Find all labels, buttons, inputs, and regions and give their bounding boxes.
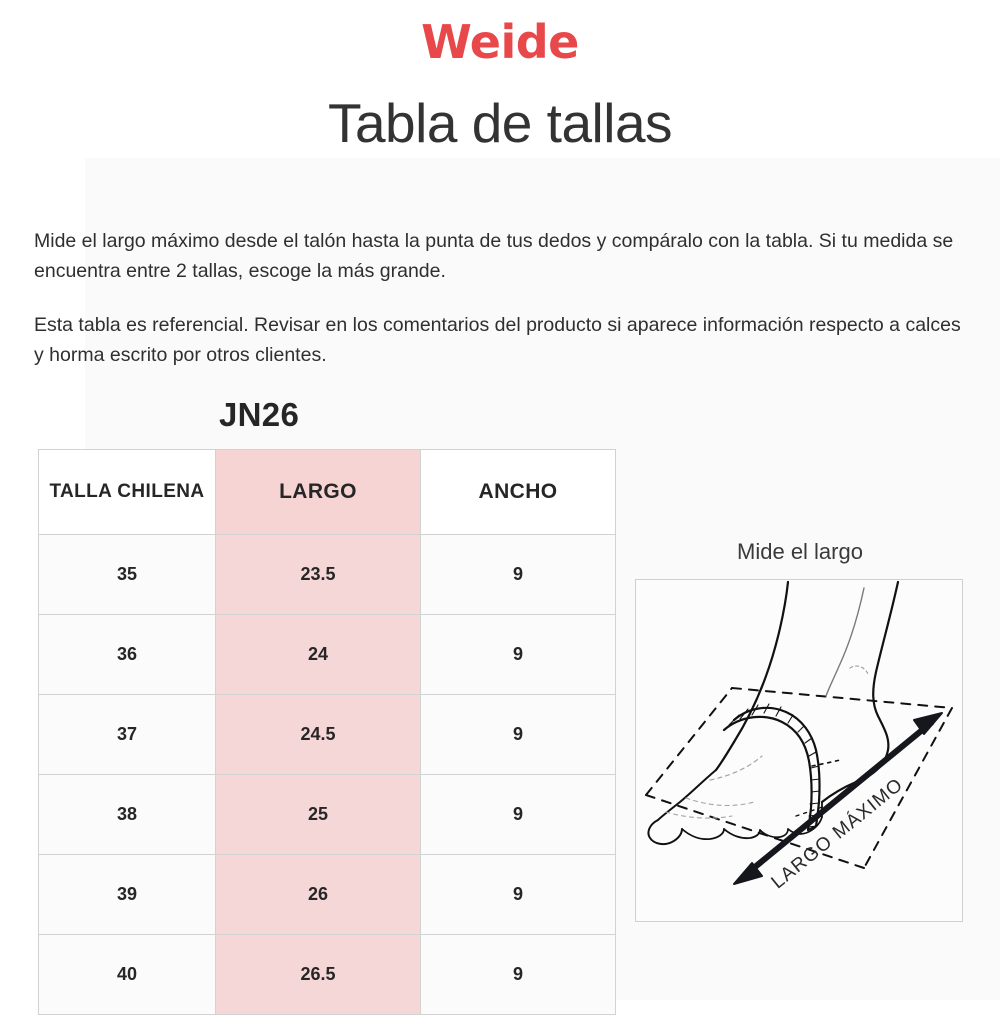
cell-largo: 26: [216, 854, 421, 934]
table-row: [39, 694, 616, 774]
table-row: [39, 614, 616, 694]
cell-largo: 23.5: [216, 534, 421, 614]
cell-ancho: 9: [421, 854, 616, 934]
cell-largo: 26.5: [216, 934, 421, 1014]
foot-measure-illustration: [636, 580, 962, 921]
cell-largo: 24.5: [216, 694, 421, 774]
cell-ancho: 9: [421, 694, 616, 774]
table-header-talla-chilena: TALLA CHILENA: [39, 449, 216, 534]
table-row: [39, 774, 616, 854]
brand-header: [0, 0, 1000, 75]
cell-talla: 40: [39, 934, 216, 1014]
cell-ancho: 9: [421, 534, 616, 614]
table-header-largo: LARGO: [216, 449, 421, 534]
cell-ancho: 9: [421, 934, 616, 1014]
table-row: [39, 854, 616, 934]
cell-talla: 37: [39, 694, 216, 774]
cell-ancho: 9: [421, 774, 616, 854]
cell-largo: 24: [216, 614, 421, 694]
cell-ancho: 9: [421, 614, 616, 694]
size-table: [38, 449, 616, 1015]
cell-largo: 25: [216, 774, 421, 854]
table-row: [39, 934, 616, 1014]
table-header-row: [39, 449, 616, 534]
table-header-ancho: ANCHO: [421, 449, 616, 534]
page-title: Tabla de tallas: [327, 92, 673, 154]
cell-talla: 38: [39, 774, 216, 854]
diagram-caption: Mide el largo: [737, 538, 863, 564]
brand-logo: Weide: [421, 15, 579, 69]
arrow-label-text: LARGO MÁXIMO: [767, 774, 908, 894]
size-table-head: [39, 449, 616, 534]
cell-talla: 35: [39, 534, 216, 614]
measure-diagram-panel: [635, 539, 965, 922]
size-table-body: [39, 534, 616, 1014]
model-name: JN26: [219, 395, 300, 433]
intro-paragraph-1: Mide el largo máximo desde el talón hasta la punta de tus dedos y compáralo con la tabla. Si tu medida se encuentra entre 2 tallas, escoge la más grande.: [34, 229, 954, 282]
cell-talla: 36: [39, 614, 216, 694]
intro-text-block: [34, 188, 966, 370]
table-row: [39, 534, 616, 614]
diagram-box: [635, 579, 963, 922]
intro-paragraph-2: Esta tabla es referencial. Revisar en los comentarios del producto si aparece información respecto a calces y horma escrito por otros clientes.: [34, 313, 961, 366]
cell-talla: 39: [39, 854, 216, 934]
